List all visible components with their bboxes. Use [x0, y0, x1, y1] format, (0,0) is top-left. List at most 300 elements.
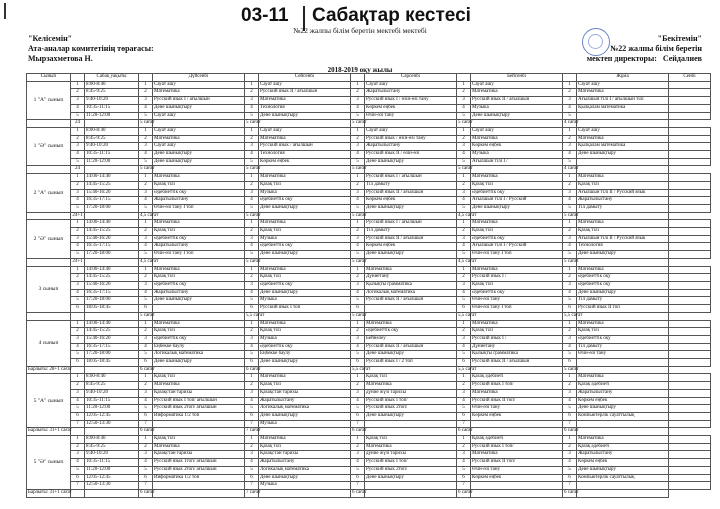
- subject-cell: Дене шынықтыру: [153, 359, 245, 367]
- hours-total-cell: 5 сағат: [457, 166, 471, 174]
- table-row: [27, 474, 711, 482]
- hours-total-cell: [153, 428, 245, 436]
- subject-cell: Қазақ тілі: [259, 274, 351, 282]
- total-row: [27, 166, 711, 174]
- subject-cell: Музыка: [259, 420, 351, 428]
- hours-total-cell: 24: [71, 166, 85, 174]
- time-cell: 11:20-12:00: [85, 112, 139, 120]
- lesson-number-cell: 3: [139, 281, 153, 289]
- saturday-cell: [669, 351, 711, 359]
- subject-cell: Қазақ тілі: [259, 228, 351, 236]
- lesson-number-cell: 5: [245, 297, 259, 305]
- hours-total-cell: [471, 212, 563, 220]
- lesson-number-cell: 4: [245, 459, 259, 467]
- subject-cell: Математика: [365, 443, 457, 451]
- lesson-number-cell: 2: [139, 274, 153, 282]
- lesson-number-cell: 2: [457, 228, 471, 236]
- document-code: 03-11: [241, 5, 289, 26]
- table-row: [27, 389, 711, 397]
- table-row: [27, 459, 711, 467]
- subject-cell: Математика: [153, 89, 245, 97]
- subject-cell: Математика: [471, 320, 563, 328]
- hours-total-cell: 4,5 сағат: [139, 258, 153, 266]
- lesson-number-cell: 4: [139, 243, 153, 251]
- hours-total-cell: [365, 312, 457, 320]
- subject-cell: [577, 482, 669, 490]
- hours-total-cell: 4 сағат: [563, 120, 577, 128]
- lesson-number-cell: 1: [71, 220, 85, 228]
- lesson-number-cell: 3: [71, 389, 85, 397]
- table-row: [27, 143, 711, 151]
- subject-cell: Русский язык I / ағылшын: [365, 174, 457, 182]
- lesson-number-cell: 2: [139, 181, 153, 189]
- table-row: [27, 405, 711, 413]
- lesson-number-cell: 1: [457, 436, 471, 444]
- subject-cell: Русский язык I топ/: [365, 397, 457, 405]
- total-row: [27, 258, 711, 266]
- subject-cell: Русский язык II / ағылшын: [471, 359, 563, 367]
- lesson-number-cell: 3: [351, 335, 365, 343]
- lesson-number-cell: 5: [245, 405, 259, 413]
- lesson-number-cell: 1: [245, 436, 259, 444]
- table-row: [27, 374, 711, 382]
- lesson-number-cell: 1: [139, 81, 153, 89]
- subject-cell: Математика: [153, 443, 245, 451]
- lesson-number-cell: 4: [245, 289, 259, 297]
- lesson-number-cell: 7: [245, 482, 259, 490]
- hours-total-cell: [471, 489, 563, 497]
- total-note-cell: [27, 120, 71, 128]
- saturday-cell: [669, 189, 711, 197]
- lesson-number-cell: 5: [71, 351, 85, 359]
- hours-total-cell: [365, 428, 457, 436]
- lesson-number-cell: 2: [351, 228, 365, 236]
- time-cell: 10:35-11:15: [85, 459, 139, 467]
- subject-cell: Қазақ тілі: [153, 374, 245, 382]
- subject-cell: Өзін-өзі тану I топ: [153, 251, 245, 259]
- subject-cell: Дене шынықтыру: [259, 412, 351, 420]
- time-cell: 10:35-11:15: [85, 397, 139, 405]
- table-row: [27, 297, 711, 305]
- time-cell: 14:00-14:40: [85, 220, 139, 228]
- table-row: [27, 274, 711, 282]
- hours-total-cell: [365, 489, 457, 497]
- subject-cell: Математика: [577, 220, 669, 228]
- time-cell: 16:35-17:15: [85, 289, 139, 297]
- time-cell: 10:35-11:15: [85, 104, 139, 112]
- hours-total-cell: [85, 258, 139, 266]
- table-row: [27, 235, 711, 243]
- lesson-number-cell: 1: [457, 374, 471, 382]
- lesson-number-cell: 1: [563, 220, 577, 228]
- lesson-number-cell: 5: [563, 204, 577, 212]
- table-row: [27, 328, 711, 336]
- hours-total-cell: 5 сағат: [351, 212, 365, 220]
- approved-role-2: [587, 54, 702, 64]
- subject-cell: Қызықты грамматика: [365, 281, 457, 289]
- lesson-number-cell: 6: [71, 305, 85, 313]
- hours-total-cell: 5,5 сағат: [457, 312, 471, 320]
- lesson-number-cell: 1: [563, 81, 577, 89]
- table-row: [27, 197, 711, 205]
- time-cell: 16:35-17:15: [85, 197, 139, 205]
- table-row: [27, 436, 711, 444]
- lesson-number-cell: 5: [563, 405, 577, 413]
- lesson-number-cell: 3: [457, 281, 471, 289]
- subject-cell: Музыка: [471, 151, 563, 159]
- total-note-cell: Барлығы: 31+1 сағат: [27, 428, 71, 436]
- total-note-cell: [27, 258, 71, 266]
- lesson-number-cell: 6: [457, 305, 471, 313]
- subject-cell: [577, 112, 669, 120]
- table-row: [27, 243, 711, 251]
- class-name-cell: 2 "А" сынып: [27, 174, 71, 213]
- lesson-number-cell: 5: [563, 112, 577, 120]
- hours-total-cell: 5 сағат: [457, 120, 471, 128]
- column-header: Сынып: [27, 74, 71, 82]
- subject-cell: Жаратылыстану: [365, 89, 457, 97]
- subject-cell: Дене шынықтыру: [365, 158, 457, 166]
- time-cell: 8:45-9:25: [85, 382, 139, 390]
- lesson-number-cell: 2: [71, 443, 85, 451]
- time-cell: 12:50-13:30: [85, 420, 139, 428]
- saturday-cell: [669, 174, 711, 182]
- subject-cell: Көркем еңбек: [577, 397, 669, 405]
- subject-cell: Жаратылыстану: [153, 243, 245, 251]
- time-cell: 17:20-18:00: [85, 297, 139, 305]
- time-cell: 8:00-8:40: [85, 81, 139, 89]
- lesson-number-cell: 2: [563, 181, 577, 189]
- hours-total-cell: 6 сағат: [139, 428, 153, 436]
- subject-cell: Сауат ашу: [259, 81, 351, 89]
- subject-cell: Еңбекке баулу: [153, 343, 245, 351]
- subject-cell: Өзін-өзі тану: [471, 405, 563, 413]
- lesson-number-cell: 1: [563, 174, 577, 182]
- lesson-number-cell: 1: [71, 174, 85, 182]
- lesson-number-cell: 6: [351, 305, 365, 313]
- subject-cell: Жаратылыстану: [153, 289, 245, 297]
- subject-cell: Бейнелеу: [365, 335, 457, 343]
- lesson-number-cell: 1: [245, 127, 259, 135]
- lesson-number-cell: 2: [563, 443, 577, 451]
- lesson-number-cell: 1: [351, 174, 365, 182]
- subject-cell: Математика: [259, 174, 351, 182]
- subject-cell: Математика: [153, 220, 245, 228]
- lesson-number-cell: 1: [71, 127, 85, 135]
- lesson-number-cell: 1: [351, 127, 365, 135]
- time-cell: 14:00-14:40: [85, 320, 139, 328]
- saturday-cell: [669, 297, 711, 305]
- lesson-number-cell: 5: [71, 251, 85, 259]
- lesson-number-cell: 3: [139, 235, 153, 243]
- subject-cell: Дене шынықтыру: [153, 297, 245, 305]
- hours-total-cell: [85, 489, 139, 497]
- agreed-name: Мырзахметова Н.: [28, 54, 93, 63]
- table-row: [27, 281, 711, 289]
- lesson-number-cell: 7: [71, 482, 85, 490]
- subject-cell: Русский язык II / ағылшын: [471, 97, 563, 105]
- hours-total-cell: [365, 258, 457, 266]
- hours-total-cell: [153, 258, 245, 266]
- table-row: [27, 320, 711, 328]
- saturday-cell: [669, 389, 711, 397]
- hours-total-cell: [259, 428, 351, 436]
- time-cell: 17:20-18:00: [85, 351, 139, 359]
- subject-cell: Технология: [259, 151, 351, 159]
- lesson-number-cell: 1: [139, 374, 153, 382]
- lesson-number-cell: 1: [563, 266, 577, 274]
- class-name-cell: 3 сынып: [27, 266, 71, 312]
- lesson-number-cell: 2: [457, 135, 471, 143]
- hours-total-cell: [471, 366, 563, 374]
- subject-cell: Математика: [577, 135, 669, 143]
- lesson-number-cell: 3: [457, 143, 471, 151]
- class-name-cell: 4 сынып: [27, 320, 71, 366]
- lesson-number-cell: 5: [245, 158, 259, 166]
- column-header: [245, 74, 259, 82]
- lesson-number-cell: 6: [245, 305, 259, 313]
- lesson-number-cell: 6: [351, 474, 365, 482]
- table-row: [27, 251, 711, 259]
- class-name-cell: 1 "А" сынып: [27, 81, 71, 120]
- hours-total-cell: [365, 120, 457, 128]
- lesson-number-cell: 4: [139, 104, 153, 112]
- saturday-cell: [669, 289, 711, 297]
- hours-total-cell: [259, 258, 351, 266]
- hours-total-cell: 7 сағат: [245, 428, 259, 436]
- subject-cell: Әдебиеттік оқу: [259, 243, 351, 251]
- subject-cell: Русский язык 2топ/: [365, 466, 457, 474]
- lesson-number-cell: 6: [71, 412, 85, 420]
- time-cell: 8:00-8:40: [85, 127, 139, 135]
- saturday-cell: [669, 335, 711, 343]
- time-cell: 9:40-10:20: [85, 143, 139, 151]
- lesson-number-cell: 1: [351, 436, 365, 444]
- subject-cell: Қазақ тілі: [153, 274, 245, 282]
- time-cell: 8:45-9:25: [85, 89, 139, 97]
- saturday-cell: [669, 328, 711, 336]
- lesson-number-cell: 3: [563, 97, 577, 105]
- lesson-number-cell: 2: [139, 89, 153, 97]
- subject-cell: Русский язык 1топ/ ағылшын: [153, 459, 245, 467]
- lesson-number-cell: 1: [71, 266, 85, 274]
- hours-total-cell: 5,5 сағат: [457, 366, 471, 374]
- hours-total-cell: 5 сағат: [245, 166, 259, 174]
- subject-cell: Математика: [259, 320, 351, 328]
- hours-total-cell: [85, 120, 139, 128]
- subject-cell: Дүниетану: [365, 274, 457, 282]
- saturday-cell: [669, 89, 711, 97]
- lesson-number-cell: 1: [245, 320, 259, 328]
- lesson-number-cell: 5: [563, 251, 577, 259]
- subject-cell: Русский язык II / ағылшын: [365, 297, 457, 305]
- saturday-cell: [669, 81, 711, 89]
- lesson-number-cell: 7: [457, 420, 471, 428]
- table-row: [27, 81, 711, 89]
- time-cell: 14:45-15:25: [85, 228, 139, 236]
- hours-total-cell: [365, 166, 457, 174]
- saturday-cell: [669, 181, 711, 189]
- table-row: [27, 335, 711, 343]
- subject-cell: Математика: [259, 374, 351, 382]
- total-row: [27, 212, 711, 220]
- hours-total-cell: [153, 120, 245, 128]
- subject-cell: Сауат ашу: [153, 143, 245, 151]
- subject-cell: Математика: [577, 89, 669, 97]
- lesson-number-cell: 1: [139, 174, 153, 182]
- lesson-number-cell: 5: [139, 251, 153, 259]
- column-header: [71, 74, 85, 82]
- lesson-number-cell: 1: [457, 174, 471, 182]
- hours-total-cell: [153, 166, 245, 174]
- lesson-number-cell: 4: [563, 397, 577, 405]
- lesson-number-cell: 2: [351, 89, 365, 97]
- subject-cell: Музыка: [471, 104, 563, 112]
- total-row: [27, 312, 711, 320]
- hours-total-cell: [85, 312, 139, 320]
- academic-year: 2018-2019 оқу жылы: [327, 66, 393, 74]
- lesson-number-cell: 2: [139, 228, 153, 236]
- subject-cell: [577, 420, 669, 428]
- subject-cell: Математика: [577, 436, 669, 444]
- lesson-number-cell: 2: [351, 382, 365, 390]
- saturday-cell: [669, 220, 711, 228]
- subject-cell: Русский язык II / ағылшын: [365, 343, 457, 351]
- subject-cell: Қазақ тілі: [365, 436, 457, 444]
- lesson-number-cell: 3: [71, 143, 85, 151]
- lesson-number-cell: 2: [245, 328, 259, 336]
- lesson-number-cell: 4: [457, 459, 471, 467]
- lesson-number-cell: 6: [245, 474, 259, 482]
- saturday-cell: [669, 397, 711, 405]
- lesson-number-cell: 3: [563, 235, 577, 243]
- lesson-number-cell: 4: [139, 197, 153, 205]
- lesson-number-cell: 2: [351, 181, 365, 189]
- hours-total-cell: 5,5 сағат: [351, 366, 365, 374]
- lesson-number-cell: 1: [351, 81, 365, 89]
- hours-total-cell: 5 сағат: [139, 166, 153, 174]
- lesson-number-cell: 5: [351, 112, 365, 120]
- agreed-block: [28, 34, 154, 64]
- subject-cell: Русский язык I / ағылшын: [153, 97, 245, 105]
- lesson-number-cell: 4: [351, 243, 365, 251]
- subject-cell: Жаратылыстану: [259, 459, 351, 467]
- subject-cell: [471, 482, 563, 490]
- subject-cell: [577, 158, 669, 166]
- subject-cell: Математика: [577, 374, 669, 382]
- lesson-number-cell: 3: [139, 189, 153, 197]
- lesson-number-cell: 1: [245, 266, 259, 274]
- lesson-number-cell: 1: [71, 436, 85, 444]
- hours-total-cell: [259, 312, 351, 320]
- hours-total-cell: 24+1: [71, 212, 85, 220]
- subject-cell: Математика: [153, 135, 245, 143]
- saturday-cell: [669, 266, 711, 274]
- hours-total-cell: [153, 489, 245, 497]
- hours-total-cell: 6 сағат: [563, 428, 577, 436]
- subject-cell: Қазақ тілі: [577, 181, 669, 189]
- subject-cell: Дене шынықтыру: [365, 204, 457, 212]
- subject-cell: Қазақстан тарихы: [259, 451, 351, 459]
- lesson-number-cell: 7: [71, 420, 85, 428]
- subject-cell: Тіл дамыту: [365, 228, 457, 236]
- lesson-number-cell: 2: [245, 274, 259, 282]
- lesson-number-cell: 1: [71, 320, 85, 328]
- saturday-cell: [669, 412, 711, 420]
- subject-cell: Математика: [259, 220, 351, 228]
- saturday-cell: [669, 112, 711, 120]
- lesson-number-cell: 3: [245, 451, 259, 459]
- subject-cell: Сауат ашу: [471, 81, 563, 89]
- subject-cell: Жаратылыстану: [365, 143, 457, 151]
- saturday-cell: [577, 366, 669, 374]
- saturday-cell: [669, 420, 711, 428]
- total-note-cell: [27, 312, 71, 320]
- lesson-number-cell: 3: [71, 97, 85, 105]
- saturday-cell: [669, 204, 711, 212]
- subject-cell: Жаратылыстану: [577, 451, 669, 459]
- subject-cell: Қазақ тілі: [259, 181, 351, 189]
- subject-cell: Ағылшын тілі II / Русский язык: [577, 235, 669, 243]
- total-note-cell: [27, 212, 71, 220]
- subject-cell: Информатика 1/2 топ: [153, 412, 245, 420]
- subject-cell: Дене шынықтыру: [577, 405, 669, 413]
- lesson-number-cell: 1: [563, 374, 577, 382]
- subject-cell: Өзін-өзі тану: [471, 466, 563, 474]
- lesson-number-cell: 1: [139, 266, 153, 274]
- subject-cell: Қазақ тілі: [471, 328, 563, 336]
- lesson-number-cell: 4: [351, 151, 365, 159]
- subject-cell: Жаратылыстану: [577, 389, 669, 397]
- column-header: Дүйсенбі: [153, 74, 245, 82]
- total-row: [27, 428, 711, 436]
- saturday-cell: [669, 143, 711, 151]
- approved-role: №22 жалпы білім беретін: [610, 44, 702, 53]
- subject-cell: Әдебиеттік оқу: [259, 197, 351, 205]
- subject-cell: Қылқалам математика: [577, 104, 669, 112]
- lesson-number-cell: 7: [351, 420, 365, 428]
- subject-cell: Тіл дамыту: [365, 181, 457, 189]
- lesson-number-cell: 2: [563, 228, 577, 236]
- time-cell: 8:45-9:25: [85, 135, 139, 143]
- saturday-cell: [669, 320, 711, 328]
- lesson-number-cell: 2: [139, 382, 153, 390]
- subject-cell: Ағылшын тілі I / Русский: [471, 243, 563, 251]
- subject-cell: Технология: [259, 104, 351, 112]
- subject-cell: Дене шынықтыру: [577, 151, 669, 159]
- subject-cell: Русский язык I /: [471, 274, 563, 282]
- subject-cell: дүние жүзі тарихы: [365, 389, 457, 397]
- lesson-number-cell: 5: [351, 251, 365, 259]
- lesson-number-cell: 5: [245, 251, 259, 259]
- subject-cell: Русский язык II / ағылшын: [365, 235, 457, 243]
- subject-cell: Қазақстан тарихы: [259, 389, 351, 397]
- lesson-number-cell: 3: [139, 97, 153, 105]
- table-row: [27, 420, 711, 428]
- time-cell: 11:20-12:00: [85, 405, 139, 413]
- lesson-number-cell: 5: [457, 204, 471, 212]
- subject-cell: Русский язык I топ/: [471, 382, 563, 390]
- lesson-number-cell: 5: [563, 351, 577, 359]
- lesson-number-cell: 3: [563, 451, 577, 459]
- hours-total-cell: [365, 366, 457, 374]
- table-row: [27, 228, 711, 236]
- lesson-number-cell: 7: [351, 482, 365, 490]
- hours-total-cell: 6 сағат: [351, 489, 365, 497]
- subject-cell: Әдебиеттік оқу: [153, 335, 245, 343]
- lesson-number-cell: 3: [457, 335, 471, 343]
- lesson-number-cell: 6: [351, 359, 365, 367]
